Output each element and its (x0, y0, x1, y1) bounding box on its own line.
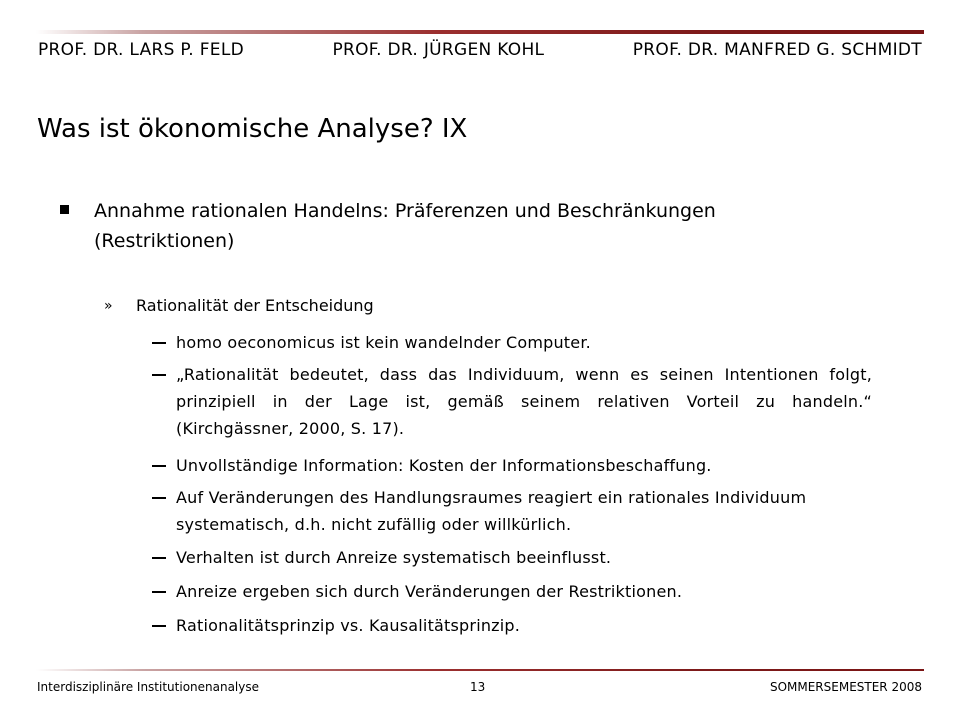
list-item (152, 484, 872, 538)
list-item (152, 329, 872, 356)
slide-title: Was ist ökonomische Analyse? IX (37, 114, 468, 144)
header-authors (38, 40, 922, 60)
author-schmidt: PROF. DR. MANFRED G. SCHMIDT (632, 40, 922, 60)
list-item-text: homo oeconomicus ist kein wandelnder Computer. (176, 333, 591, 352)
list-item (152, 361, 872, 442)
author-feld: PROF. DR. LARS P. FELD (38, 40, 244, 60)
footer (37, 680, 922, 698)
dash-bullet-icon (152, 465, 166, 467)
guillemet-marker: » (104, 298, 113, 314)
list-item-text: Auf Veränderungen des Handlungsraumes reagiert ein rationales Individuum systematisch, d.h. nicht zufällig oder willkürlich. (176, 488, 807, 534)
dash-bullet-icon (152, 374, 166, 376)
page-number: 13 (470, 680, 486, 694)
list-item-text: Rationalitätsprinzip vs. Kausalitätsprinzip. (176, 616, 521, 635)
list-item (152, 452, 872, 479)
main-bullet (60, 196, 820, 256)
footer-course: Interdisziplinäre Institutionenanalyse (37, 680, 260, 694)
main-bullet-text: Annahme rationalen Handelns: Präferenzen und Beschränkungen (Restriktionen) (94, 200, 716, 252)
dash-bullet-icon (152, 342, 166, 344)
footer-semester: SOMMERSEMESTER 2008 (769, 680, 922, 694)
sub-bullet-text: Rationalität der Entscheidung (136, 296, 374, 315)
dash-bullet-icon (152, 497, 166, 499)
list-item-text: „Rationalität bedeutet, dass das Individuum, wenn es seinen Intentionen folgt, prinzipiell in der Lage ist, gemäß seinem relativen Vorteil zu handeln.“ (Kirchgässner, 2000, S. 17). (176, 365, 872, 438)
list-item (152, 578, 872, 605)
list-item-text: Anreize ergeben sich durch Veränderungen der Restriktionen. (176, 582, 683, 601)
dash-bullet-icon (152, 625, 166, 627)
dash-bullet-icon (152, 557, 166, 559)
dash-bullet-icon (152, 591, 166, 593)
sub-bullet (104, 294, 374, 318)
author-kohl: PROF. DR. JÜRGEN KOHL (332, 40, 545, 60)
list-item (152, 612, 872, 639)
header-rule (36, 30, 924, 34)
square-bullet-icon (60, 205, 69, 214)
list-item-text: Verhalten ist durch Anreize systematisch beeinflusst. (176, 548, 612, 567)
list-item-text: Unvollständige Information: Kosten der Informationsbeschaffung. (176, 456, 712, 475)
footer-rule (36, 669, 924, 671)
list-item (152, 544, 872, 571)
